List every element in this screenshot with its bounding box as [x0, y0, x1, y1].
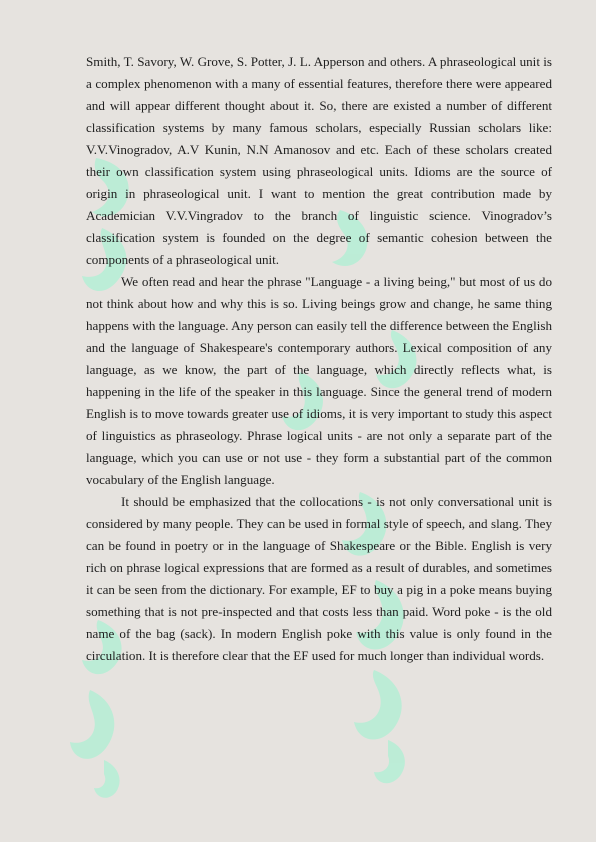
paragraph-1: Smith, T. Savory, W. Grove, S. Potter, J. L. Apperson and others. A phraseological unit is a complex phenomenon with a many of essential features, therefore there were appeared and will appear different thought about it. So, there are existed a number of different classification systems by many famous scholars, especially Russian scholars like: V.V.Vinogradov, A.V Kunin, N.N Amanosov and etc. Each of these scholars created their own classification system using phraseological units. Idioms are the source of origin in phraseological unit. I want to mention the great contribution made by Academician V.V.Vingradov to the branch of linguistic science. Vinogradov’s classification system is founded on the degree of semantic cohesion between the components of a phraseological unit. [86, 54, 552, 267]
paragraph-2: We often read and hear the phrase "Language - a living being," but most of us do not think about how and why this is so. Living beings grow and change, he same thing happens with the language. Any person can easily tell the difference between the English and the language of Shakespeare's contemporary authors. Lexical composition of any language, as we know, the part of the language, which directly reflects what, is happening in the life of the speaker in this language. Since the general trend of modern English is to move towards greater use of idioms, it is very important to study this aspect of linguistics as phraseology. Phrase logical units - are not only a separate part of the language, which you can use or not use - they form a substantial part of the common vocabulary of the English language. [86, 274, 552, 487]
paragraph-3: It should be emphasized that the collocations - is not only conversational unit is considered by many people. They can be used in formal style of speech, and slang. They can be found in poetry or in the language of Shakespeare or the Bible. English is very rich on phrase logical expressions that are formed as a result of durables, and sometimes it can be seen from the dictionary. For example, EF to buy a pig in a poke means buying something that is not pre-inspected and that costs less than paid. Word poke - is the old name of the bag (sack). In modern English poke with this value is only found in the circulation. It is therefore clear that the EF used for much longer than individual words. [86, 494, 552, 663]
document-body [86, 51, 552, 667]
